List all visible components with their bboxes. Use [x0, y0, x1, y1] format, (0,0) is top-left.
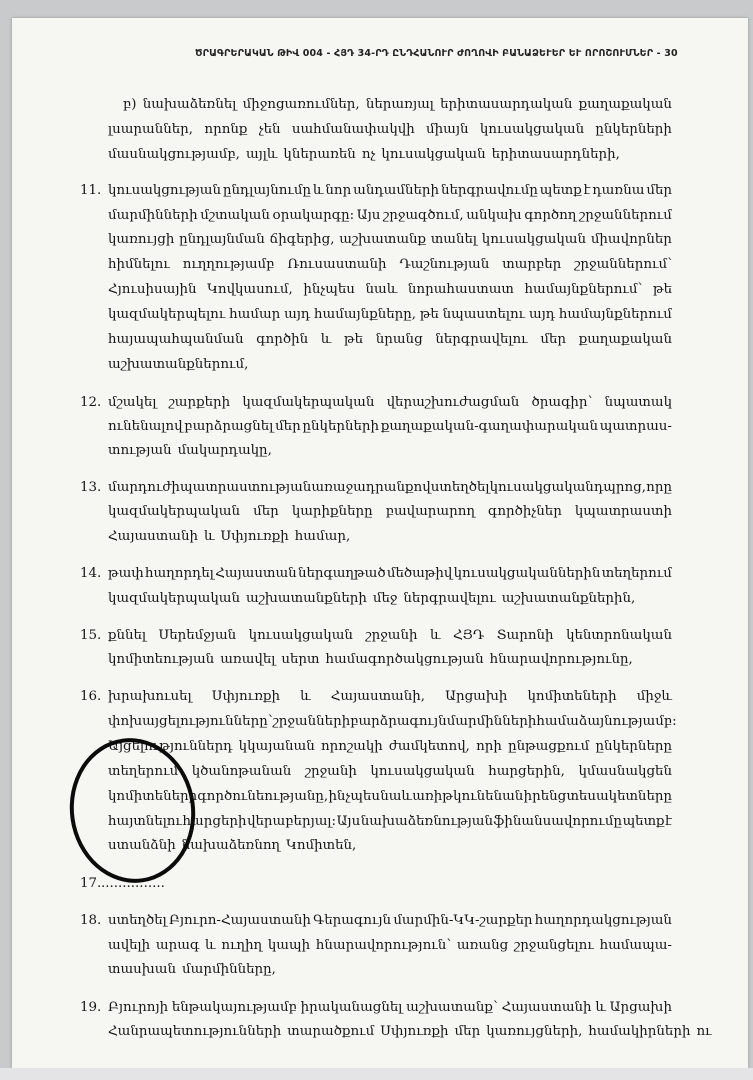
- paragraph-line: մարդուժի պատրաստության առաջադրանքով ստեղծել կուսակցական դպրոց, որը: [108, 480, 672, 495]
- paragraph-number: 11.: [80, 183, 102, 198]
- paragraph-line: հիմնելու ուղղությամբ Ռուսաստանի Դաշնության տարբեր շրջաններում՝: [108, 257, 672, 272]
- paragraph-line: կոմիտեության առավել սերտ համագործակցության հնարավորությունը,: [108, 652, 633, 667]
- paragraph-number: 15.: [80, 628, 102, 643]
- paragraph-line: Հայաստանի և Սփյուռքի համար,: [108, 529, 351, 544]
- paragraph-line: տեղերում կծանոթանան շրջանի կուսակցական հարցերին, կմասնակցեն: [108, 764, 672, 779]
- paragraph-line: աշխատանքներում,: [108, 357, 249, 372]
- paragraph-number: 16.: [80, 689, 102, 704]
- paragraph-number: 14.: [80, 566, 102, 581]
- paragraph-line: մշակել շարքերի կազմակերպական վերաշխուժացման ծրագիր՝ նպատակ: [108, 395, 672, 410]
- paragraph-line: լսարաններ, որոնք չեն սահմանափակվի միայն կուսակցական ընկերների: [108, 122, 672, 137]
- paragraph-line: խրախուսել Սփյուռքի և Հայաստանի, Արցախի կոմիտեների միջև: [108, 689, 672, 704]
- paragraph-line: ունենալով բարձրացնել մեր ընկերների քաղաքական-գաղափարական պատրաս-: [108, 419, 672, 434]
- paragraph-line: կոմիտեների գործունեությանը, ինչպես նաև առիթ կունենան իրենց տեսակետները: [108, 789, 672, 804]
- paragraph-number: 17.: [80, 876, 102, 891]
- paragraph-number: 13.: [80, 480, 102, 495]
- paragraph-line: տասխան մարմինները,: [108, 962, 276, 977]
- paragraph-number: 18.: [80, 913, 102, 928]
- paragraph-line: հայտնելու հարցերի վերաբերյալ: Այս նախաձեռնության ֆինանսավորումը պետք է: [108, 814, 672, 829]
- paragraph-number: 19.: [80, 1000, 102, 1015]
- paragraph-line: կուսակցության ընդլայնումը և նոր անդամների ներգրավումը պետք է դառնա մեր: [108, 183, 672, 198]
- viewer-bottom-bar: [0, 1068, 753, 1080]
- paragraph-line: մարմինների մշտական օրակարգը: Այս շրջագծում, անկախ գործող շրջաններում: [108, 208, 672, 223]
- paragraph-line: կազմակերպական աշխատանքների մեջ ներգրավելու աշխատանքներին,: [108, 591, 636, 606]
- paragraph-line: հայապահպանման գործին և թե նրանց ներգրավելու մեր քաղաքական: [108, 332, 672, 347]
- paragraph-line: Հյուսիսային Կովկասում, ինչպես նաև նորահաստատ համայնքներում՝ թե: [108, 282, 672, 297]
- paragraph-line: Հանրապետությունների տարածքում Սփյուռքի մեր կառույցների, համակիրների ու: [108, 1024, 712, 1039]
- page-header: ԾՐԱԳՐԵՐԱԿԱՆ ԹԻՎ 004 - ՀՅԴ 34-ՐԴ ԸՆԴՀԱՆՈՒՐ ԺՈՂՈՎԻ ԲԱՆԱՁԵՒԵՐ ԵՒ ՈՐՈՇՈՒՄՆԵՐ - 30: [195, 48, 678, 59]
- paragraph-line: ...............: [101, 876, 165, 891]
- paragraph-line: տության մակարդակը,: [108, 443, 272, 458]
- paragraph-line: կազմակերպելու համար այդ համայնքները, թե նպաստելու այդ համայնքներում: [108, 307, 672, 322]
- paragraph-number: 12.: [80, 395, 102, 410]
- paragraph-line: թափ հաղորդել Հայաստան ներգաղթած մեծաթիվ կուսակցականներին տեղերում: [108, 566, 672, 581]
- paragraph-line: կառույցի ընդլայնման ճիգերից, աշխատանք տանել կուսակցական միավորներ: [108, 232, 672, 247]
- paragraph-line: քննել Սերեմջյան կուսակցական շրջանի և ՀՅԴ Տարոնի կենտրոնական: [108, 628, 672, 643]
- paragraph-line: ավելի արագ և ուղիղ կապի հնարավորություն՝ առանց շրջանցելու համապա-: [108, 938, 672, 953]
- paragraph-line: կազմակերպական մեր կարիքները բավարարող գործիչներ կպատրաստի: [108, 504, 672, 519]
- paragraph-line: ստեղծել Բյուրո-Հայաստանի Գերագույն մարմին-ԿԿ-շարքեր հաղորդակցության: [108, 913, 672, 928]
- paragraph-line: Այցելություններդ կկայանան որոշակի ժամկետով, որի ընթացքում ընկերները: [108, 739, 672, 754]
- paragraph-line: բ) նախաձեռնել միջոցառումներ, ներառյալ երիտասարդական քաղաքական: [123, 97, 672, 112]
- paragraph-line: փոխայցելությունները՝ շրջանների բարձրագույն մարմինների համաձայնությամբ:: [108, 714, 677, 729]
- paragraph-line: մասնակցությամբ, այլև կներառեն ոչ կուսակցական երիտասարդների,: [108, 147, 620, 162]
- paragraph-line: Բյուրոյի ենթակայությամբ իրականացնել աշխատանք՝ Հայաստանի և Արցախի: [108, 1000, 672, 1015]
- paragraph-line: ստանձնի նախաձեռնող Կոմիտեն,: [108, 838, 357, 853]
